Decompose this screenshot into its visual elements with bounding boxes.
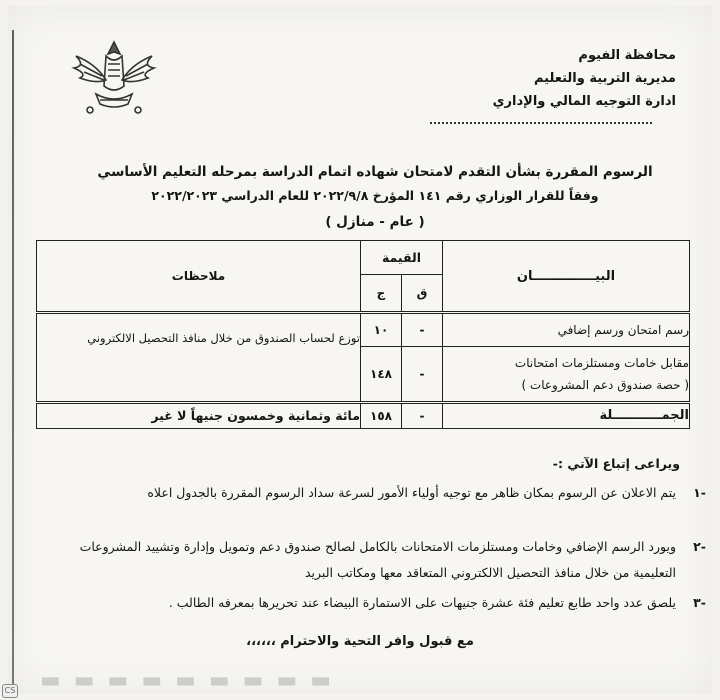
header-statement: البيــــــــــــــان — [443, 241, 690, 313]
table-row — [37, 313, 690, 347]
directorate-name: مديرية التربية والتعليم — [533, 71, 676, 86]
header-pound: ج — [361, 275, 402, 313]
instruction-item — [76, 480, 706, 506]
instruction-item — [76, 590, 706, 616]
row-qirsh: - — [402, 313, 443, 347]
closing-salutation: مع قبول وافر التحية والاحترام ،،،،،، — [246, 634, 474, 649]
scanner-watermark: ▬ ▬ ▬ ▬ ▬ ▬ ▬ ▬ ▬ — [40, 668, 335, 693]
page-edge-shadow — [12, 30, 14, 690]
eagle-emblem-icon — [66, 34, 162, 124]
document-title: الرسوم المقررة بشأن التقدم لامتحان شهاده اتمام الدراسة بمرحله التعليم الأساسي — [97, 164, 653, 180]
header-notes: ملاحظات — [37, 241, 361, 313]
department-name: ادارة التوجيه المالي والإداري — [492, 94, 676, 109]
instruction-item — [76, 534, 706, 586]
scanner-badge-icon: CS — [2, 684, 18, 698]
instruction-text: يتم الاعلان عن الرسوم بمكان ظاهر مع توجيه أولياء الأمور لسرعة سداد الرسوم المقررة بالجدول اعلاه — [147, 485, 676, 500]
decree-reference: وفقاً للقرار الوزاري رقم ١٤١ المؤرخ ٢٠٢٢/٩/٨ للعام الدراسي ٢٠٢٢/٢٠٢٣ — [151, 188, 599, 203]
instructions-intro: ويراعى إتباع الآتي :- — [552, 456, 680, 471]
row-pound: ١٠ — [361, 313, 402, 347]
row-qirsh: - — [402, 347, 443, 403]
header-qirsh: ق — [402, 275, 443, 313]
total-words: مائة وثمانية وخمسون جنيهاً لا غير — [37, 403, 361, 429]
total-qirsh: - — [402, 403, 443, 429]
instruction-number: -١ — [693, 485, 706, 500]
total-pound: ١٥٨ — [361, 403, 402, 429]
row-pound: ١٤٨ — [361, 347, 402, 403]
instruction-number: -٢ — [693, 539, 706, 554]
issuer-header — [436, 44, 676, 113]
governorate-name: محافظة الفيوم — [578, 48, 676, 63]
instruction-text: يلصق عدد واحد طابع تعليم فئة عشرة جنيهات على الاستمارة البيضاء عند تحريرها بمعرفه الطالب . — [168, 595, 676, 610]
row-statement-main: مقابل خامات ومستلزمات امتحانات — [514, 356, 689, 370]
total-row — [37, 403, 690, 429]
total-label: الجمـــــــــــلة — [443, 403, 690, 429]
row-note: توزع لحساب الصندوق من خلال منافذ التحصيل الالكتروني — [37, 313, 361, 403]
fees-table — [36, 240, 690, 429]
instruction-number: -٣ — [693, 595, 706, 610]
exam-category: ( عام - منازل ) — [325, 214, 425, 230]
instruction-text: ويورد الرسم الإضافي وخامات ومستلزمات الامتحانات بالكامل لصالح صندوق دعم وتمويل وإدارة وتشييد المشروعات التعليمية من خلال منافذ التحصيل الالكتروني المتعاقد معها ومكاتب البريد — [79, 539, 676, 580]
header-value: القيمة — [361, 241, 443, 275]
row-statement-sub: ( حصة صندوق دعم المشروعات ) — [521, 378, 689, 392]
header-divider — [430, 122, 652, 124]
row-statement: رسم امتحان ورسم إضافي — [443, 313, 690, 347]
row-statement — [443, 347, 690, 403]
